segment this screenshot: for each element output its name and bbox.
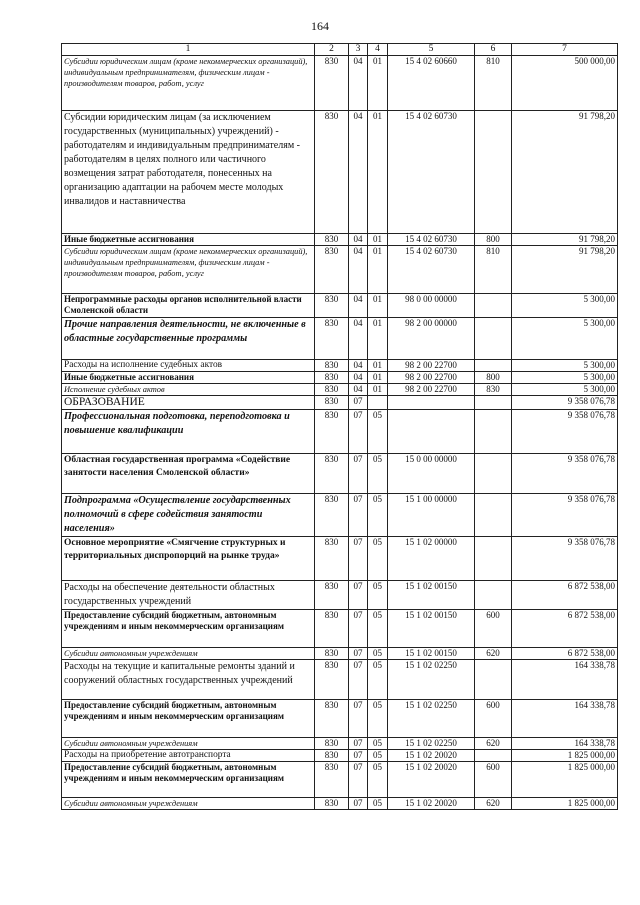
expense-type-code: 600 — [475, 700, 512, 738]
expense-type-code: 800 — [475, 372, 512, 384]
expense-type-code: 800 — [475, 234, 512, 246]
subsection-code: 01 — [368, 246, 388, 294]
section-code: 07 — [349, 581, 368, 610]
item-name: Субсидии юридическим лицам (кроме некоммерческих организаций), индивидуальным предпринимателям, физическим лицам - производителям товаров, работ, услуг — [62, 246, 315, 294]
ministry-code: 830 — [315, 294, 349, 318]
expense-type-code: 620 — [475, 648, 512, 660]
subsection-code: 05 — [368, 798, 388, 810]
item-name: Субсидии автономным учреждениям — [62, 798, 315, 810]
subsection-code: 01 — [368, 111, 388, 234]
amount: 5 300,00 — [512, 294, 618, 318]
target-article-code — [388, 396, 475, 410]
subsection-code: 05 — [368, 648, 388, 660]
item-name: Расходы на текущие и капитальные ремонты зданий и сооружений областных государственных учреждений — [62, 660, 315, 700]
subsection-code: 05 — [368, 537, 388, 581]
subsection-code: 05 — [368, 750, 388, 762]
amount: 1 825 000,00 — [512, 798, 618, 810]
target-article-code: 15 1 02 00150 — [388, 648, 475, 660]
section-code: 07 — [349, 610, 368, 648]
amount: 9 358 076,78 — [512, 537, 618, 581]
expense-type-code: 810 — [475, 56, 512, 111]
ministry-code: 830 — [315, 610, 349, 648]
table-row — [62, 111, 618, 234]
expense-type-code: 830 — [475, 384, 512, 396]
target-article-code: 98 2 00 00000 — [388, 318, 475, 360]
table-row — [62, 660, 618, 700]
subsection-code: 01 — [368, 384, 388, 396]
table-row — [62, 294, 618, 318]
item-name: Расходы на исполнение судебных актов — [62, 360, 315, 372]
expense-type-code — [475, 396, 512, 410]
subsection-code: 05 — [368, 581, 388, 610]
target-article-code: 15 1 02 02250 — [388, 700, 475, 738]
target-article-code: 15 4 02 60730 — [388, 234, 475, 246]
expense-type-code: 810 — [475, 246, 512, 294]
column-number-6: 6 — [475, 44, 512, 56]
target-article-code: 98 2 00 22700 — [388, 372, 475, 384]
target-article-code: 15 1 02 02250 — [388, 660, 475, 700]
target-article-code: 15 1 02 20020 — [388, 798, 475, 810]
expense-type-code — [475, 660, 512, 700]
table-row — [62, 318, 618, 360]
table-row — [62, 494, 618, 537]
ministry-code: 830 — [315, 700, 349, 738]
table-row — [62, 700, 618, 738]
column-number-2: 2 — [315, 44, 349, 56]
ministry-code: 830 — [315, 372, 349, 384]
expense-type-code — [475, 360, 512, 372]
table-row — [62, 372, 618, 384]
amount: 91 798,20 — [512, 234, 618, 246]
section-code: 04 — [349, 234, 368, 246]
target-article-code: 15 1 02 00150 — [388, 610, 475, 648]
ministry-code: 830 — [315, 798, 349, 810]
table-row — [62, 581, 618, 610]
target-article-code: 15 4 02 60730 — [388, 111, 475, 234]
amount: 1 825 000,00 — [512, 750, 618, 762]
subsection-code: 05 — [368, 660, 388, 700]
amount: 9 358 076,78 — [512, 396, 618, 410]
table-row — [62, 234, 618, 246]
target-article-code — [388, 410, 475, 454]
section-code: 04 — [349, 56, 368, 111]
ministry-code: 830 — [315, 750, 349, 762]
expense-type-code — [475, 111, 512, 234]
subsection-code: 01 — [368, 360, 388, 372]
table-row — [62, 648, 618, 660]
ministry-code: 830 — [315, 762, 349, 798]
section-code: 07 — [349, 410, 368, 454]
section-code: 07 — [349, 494, 368, 537]
item-name: Субсидии автономным учреждениям — [62, 648, 315, 660]
section-code: 04 — [349, 372, 368, 384]
table-row — [62, 384, 618, 396]
item-name: Иные бюджетные ассигнования — [62, 372, 315, 384]
ministry-code: 830 — [315, 410, 349, 454]
table-row — [62, 798, 618, 810]
item-name: Основное мероприятие «Смягчение структурных и территориальных диспропорций на рынке труда» — [62, 537, 315, 581]
amount: 5 300,00 — [512, 372, 618, 384]
item-name: ОБРАЗОВАНИЕ — [62, 396, 315, 410]
expense-type-code — [475, 318, 512, 360]
target-article-code: 15 1 02 20020 — [388, 750, 475, 762]
amount: 6 872 538,00 — [512, 648, 618, 660]
ministry-code: 830 — [315, 360, 349, 372]
item-name: Субсидии юридическим лицам (за исключением государственных (муниципальных) учреждений) - работодателям и индивидуальным предпринимателям - работодателям в целях полного или частичного возмещения затрат работодателя, понесенных на организацию адаптации на рабочем месте молодых инвалидов и наставничества — [62, 111, 315, 234]
section-code: 07 — [349, 750, 368, 762]
target-article-code: 15 0 00 00000 — [388, 454, 475, 494]
subsection-code: 05 — [368, 454, 388, 494]
subsection-code: 05 — [368, 410, 388, 454]
table-row — [62, 537, 618, 581]
target-article-code: 15 1 00 00000 — [388, 494, 475, 537]
section-code: 04 — [349, 294, 368, 318]
item-name: Субсидии юридическим лицам (кроме некоммерческих организаций), индивидуальным предпринимателям, физическим лицам - производителям товаров, работ, услуг — [62, 56, 315, 111]
table-row — [62, 738, 618, 750]
ministry-code: 830 — [315, 494, 349, 537]
column-number-row — [62, 44, 618, 56]
ministry-code: 830 — [315, 660, 349, 700]
section-code: 07 — [349, 396, 368, 410]
table-row — [62, 610, 618, 648]
target-article-code: 15 4 02 60730 — [388, 246, 475, 294]
target-article-code: 15 1 02 00150 — [388, 581, 475, 610]
table-row — [62, 750, 618, 762]
amount: 5 300,00 — [512, 384, 618, 396]
amount: 1 825 000,00 — [512, 762, 618, 798]
table-row — [62, 396, 618, 410]
expense-type-code — [475, 494, 512, 537]
amount: 9 358 076,78 — [512, 454, 618, 494]
expense-type-code: 600 — [475, 762, 512, 798]
column-number-5: 5 — [388, 44, 475, 56]
ministry-code: 830 — [315, 111, 349, 234]
item-name: Подпрограмма «Осуществление государственных полномочий в сфере содействия занятости населения» — [62, 494, 315, 537]
ministry-code: 830 — [315, 738, 349, 750]
item-name: Областная государственная программа «Содействие занятости населения Смоленской области» — [62, 454, 315, 494]
ministry-code: 830 — [315, 648, 349, 660]
section-code: 04 — [349, 360, 368, 372]
subsection-code: 05 — [368, 700, 388, 738]
column-number-4: 4 — [368, 44, 388, 56]
item-name: Расходы на обеспечение деятельности областных государственных учреждений — [62, 581, 315, 610]
section-code: 07 — [349, 738, 368, 750]
amount: 500 000,00 — [512, 56, 618, 111]
ministry-code: 830 — [315, 384, 349, 396]
expense-type-code — [475, 537, 512, 581]
ministry-code: 830 — [315, 396, 349, 410]
subsection-code: 01 — [368, 372, 388, 384]
column-number-3: 3 — [349, 44, 368, 56]
expense-type-code: 600 — [475, 610, 512, 648]
target-article-code: 98 2 00 22700 — [388, 360, 475, 372]
subsection-code: 05 — [368, 762, 388, 798]
table-row — [62, 454, 618, 494]
amount: 164 338,78 — [512, 738, 618, 750]
table-row — [62, 762, 618, 798]
ministry-code: 830 — [315, 234, 349, 246]
amount: 6 872 538,00 — [512, 610, 618, 648]
item-name: Исполнение судебных актов — [62, 384, 315, 396]
subsection-code: 01 — [368, 318, 388, 360]
table-row — [62, 360, 618, 372]
expense-type-code — [475, 294, 512, 318]
expense-type-code — [475, 410, 512, 454]
target-article-code: 98 0 00 00000 — [388, 294, 475, 318]
subsection-code: 01 — [368, 294, 388, 318]
target-article-code: 15 1 02 20020 — [388, 762, 475, 798]
subsection-code: 05 — [368, 610, 388, 648]
ministry-code: 830 — [315, 56, 349, 111]
item-name: Расходы на приобретение автотранспорта — [62, 750, 315, 762]
subsection-code — [368, 396, 388, 410]
amount: 5 300,00 — [512, 318, 618, 360]
item-name: Предоставление субсидий бюджетным, автономным учреждениям и иным некоммерческим организациям — [62, 762, 315, 798]
amount: 91 798,20 — [512, 246, 618, 294]
subsection-code: 05 — [368, 738, 388, 750]
budget-table — [61, 43, 618, 810]
ministry-code: 830 — [315, 537, 349, 581]
table-body — [62, 56, 618, 810]
target-article-code: 15 1 02 00000 — [388, 537, 475, 581]
section-code: 07 — [349, 660, 368, 700]
section-code: 04 — [349, 384, 368, 396]
item-name: Профессиональная подготовка, переподготовка и повышение квалификации — [62, 410, 315, 454]
item-name: Непрограммные расходы органов исполнительной власти Смоленской области — [62, 294, 315, 318]
ministry-code: 830 — [315, 454, 349, 494]
section-code: 07 — [349, 454, 368, 494]
expense-type-code: 620 — [475, 798, 512, 810]
section-code: 07 — [349, 537, 368, 581]
section-code: 07 — [349, 648, 368, 660]
amount: 5 300,00 — [512, 360, 618, 372]
amount: 164 338,78 — [512, 700, 618, 738]
column-number-7: 7 — [512, 44, 618, 56]
section-code: 07 — [349, 700, 368, 738]
ministry-code: 830 — [315, 246, 349, 294]
subsection-code: 05 — [368, 494, 388, 537]
section-code: 04 — [349, 246, 368, 294]
item-name: Иные бюджетные ассигнования — [62, 234, 315, 246]
amount: 9 358 076,78 — [512, 410, 618, 454]
section-code: 07 — [349, 762, 368, 798]
item-name: Предоставление субсидий бюджетным, автономным учреждениям и иным некоммерческим организациям — [62, 610, 315, 648]
expense-type-code: 620 — [475, 738, 512, 750]
amount: 6 872 538,00 — [512, 581, 618, 610]
table-row — [62, 246, 618, 294]
amount: 9 358 076,78 — [512, 494, 618, 537]
page-number: 164 — [311, 19, 329, 33]
table-row — [62, 56, 618, 111]
target-article-code: 98 2 00 22700 — [388, 384, 475, 396]
ministry-code: 830 — [315, 318, 349, 360]
table-row — [62, 410, 618, 454]
expense-type-code — [475, 454, 512, 494]
subsection-code: 01 — [368, 56, 388, 111]
item-name: Предоставление субсидий бюджетным, автономным учреждениям и иным некоммерческим организациям — [62, 700, 315, 738]
subsection-code: 01 — [368, 234, 388, 246]
item-name: Прочие направления деятельности, не включенные в областные государственные программы — [62, 318, 315, 360]
ministry-code: 830 — [315, 581, 349, 610]
section-code: 07 — [349, 798, 368, 810]
item-name: Субсидии автономным учреждениям — [62, 738, 315, 750]
section-code: 04 — [349, 318, 368, 360]
column-number-1: 1 — [62, 44, 315, 56]
amount: 164 338,78 — [512, 660, 618, 700]
section-code: 04 — [349, 111, 368, 234]
target-article-code: 15 1 02 02250 — [388, 738, 475, 750]
expense-type-code — [475, 581, 512, 610]
target-article-code: 15 4 02 60660 — [388, 56, 475, 111]
expense-type-code — [475, 750, 512, 762]
amount: 91 798,20 — [512, 111, 618, 234]
